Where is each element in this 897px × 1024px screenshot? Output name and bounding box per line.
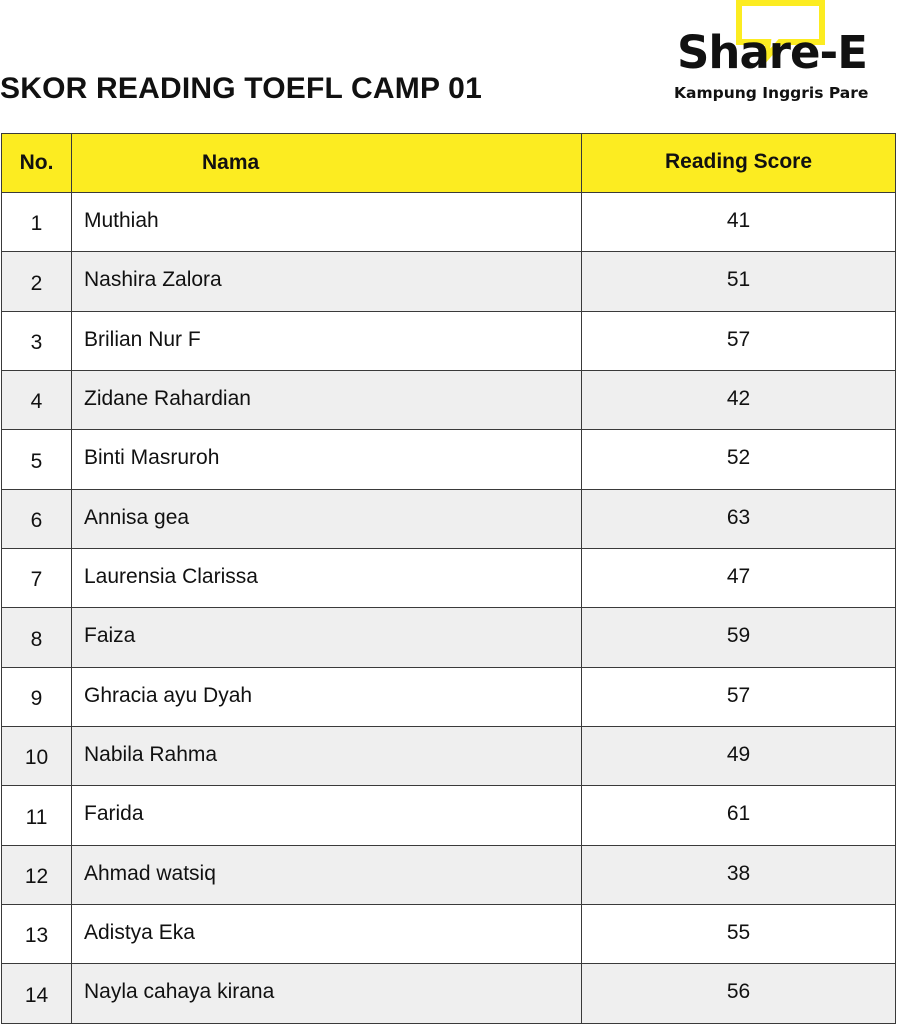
row-number: 10 (2, 727, 72, 786)
reading-score: 38 (582, 845, 896, 904)
student-name: Ahmad watsiq (72, 845, 582, 904)
reading-score: 57 (582, 667, 896, 726)
table-row (2, 964, 896, 1023)
row-number: 3 (2, 311, 72, 370)
logo-tagline: Kampung Inggris Pare (674, 84, 869, 102)
table-header-row (2, 134, 896, 193)
table-row (2, 430, 896, 489)
student-name: Brilian Nur F (72, 311, 582, 370)
row-number: 13 (2, 905, 72, 964)
reading-score: 51 (582, 252, 896, 311)
reading-score: 47 (582, 549, 896, 608)
student-name: Zidane Rahardian (72, 371, 582, 430)
score-table (1, 133, 896, 1024)
table-row (2, 193, 896, 252)
student-name: Adistya Eka (72, 905, 582, 964)
row-number: 8 (2, 608, 72, 667)
reading-score: 56 (582, 964, 896, 1023)
header-name: Nama (72, 134, 582, 193)
student-name: Nabila Rahma (72, 727, 582, 786)
reading-score: 59 (582, 608, 896, 667)
reading-score: 57 (582, 311, 896, 370)
row-number: 5 (2, 430, 72, 489)
reading-score: 63 (582, 489, 896, 548)
row-number: 1 (2, 193, 72, 252)
reading-score: 55 (582, 905, 896, 964)
table-row (2, 905, 896, 964)
row-number: 11 (2, 786, 72, 845)
share-e-logo (672, 0, 882, 110)
table-row (2, 311, 896, 370)
logo-wordmark: Share-E (677, 26, 867, 79)
page-title: SKOR READING TOEFL CAMP 01 (0, 72, 482, 105)
student-name: Farida (72, 786, 582, 845)
row-number: 2 (2, 252, 72, 311)
table-row (2, 489, 896, 548)
student-name: Annisa gea (72, 489, 582, 548)
student-name: Ghracia ayu Dyah (72, 667, 582, 726)
reading-score: 49 (582, 727, 896, 786)
table-row (2, 252, 896, 311)
row-number: 14 (2, 964, 72, 1023)
row-number: 4 (2, 371, 72, 430)
row-number: 6 (2, 489, 72, 548)
header-no: No. (2, 134, 72, 193)
reading-score: 41 (582, 193, 896, 252)
header-reading-score: Reading Score (582, 134, 896, 193)
row-number: 9 (2, 667, 72, 726)
student-name: Nayla cahaya kirana (72, 964, 582, 1023)
student-name: Laurensia Clarissa (72, 549, 582, 608)
reading-score: 52 (582, 430, 896, 489)
table-row (2, 608, 896, 667)
table-row (2, 371, 896, 430)
student-name: Nashira Zalora (72, 252, 582, 311)
table-row (2, 786, 896, 845)
row-number: 7 (2, 549, 72, 608)
table-row (2, 727, 896, 786)
reading-score: 42 (582, 371, 896, 430)
reading-score: 61 (582, 786, 896, 845)
table-row (2, 845, 896, 904)
student-name: Faiza (72, 608, 582, 667)
table-row (2, 667, 896, 726)
table-row (2, 549, 896, 608)
row-number: 12 (2, 845, 72, 904)
student-name: Binti Masruroh (72, 430, 582, 489)
student-name: Muthiah (72, 193, 582, 252)
